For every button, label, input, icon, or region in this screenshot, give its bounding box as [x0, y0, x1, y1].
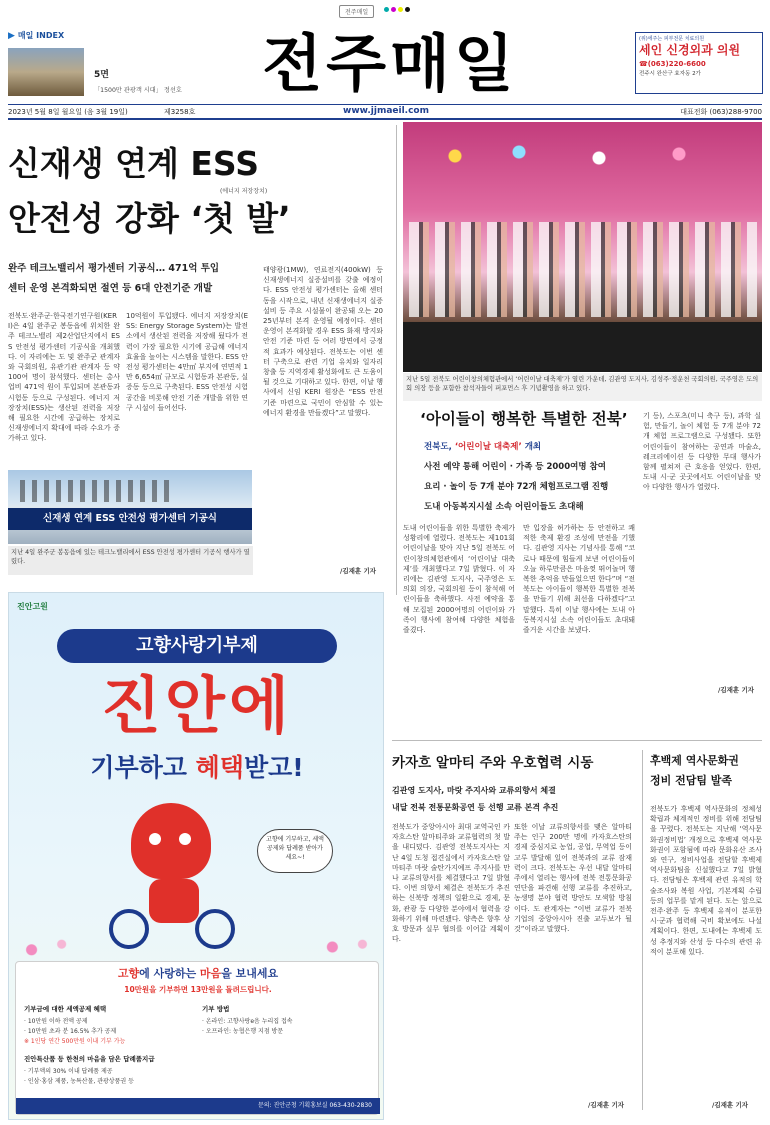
gift-item-2: · 인삼·홍삼 제품, 농특산물, 관광상품권 등: [24, 1078, 134, 1085]
hometown-donation-ad[interactable]: [8, 592, 384, 1120]
index-photo: [8, 48, 84, 96]
children-sub-3: 도내 아동복지시설 소속 어린이들도 초대해: [424, 502, 584, 512]
kazakh-sub-1: 김관영 도지사, 마랏 주지사와 교류의향서 체결: [392, 786, 556, 795]
children-col-3: 기 등), 스포츠(미니 축구 등), 과학 실험, 만들기, 놀이 체험 등 7개 분야 72개 체험 프로그램으로 구성됐다. 또한 어린이들이 참여하는 공연과 마술쇼, 레크리에이션 등 다양한 무대 행사가 함께 펼쳐져 큰 호응을 얻었다. 한편, 도내 시·군 곳곳에서도 어린이날을 맞아 다양한 행사가 열렸다.: [643, 412, 761, 492]
ad-speech-bubble: 고향에 기부하고, 세액공제와 답례품 받아가세요~!: [257, 829, 333, 873]
date-text: 2023년 5월 8일 월요일 (음 3월 19일): [8, 108, 128, 116]
photo-crowd: [409, 222, 757, 317]
arrow-icon: ▶: [8, 30, 15, 41]
banner-c: 마음: [199, 967, 222, 980]
tax-item-2: · 10만원 초과 분 16.5% 추가 공제: [24, 1028, 117, 1035]
kicker-part-a: 전북도,: [424, 442, 455, 452]
children-byline: /김재훈 기자: [718, 686, 755, 694]
children-headline: ‘아이들이 행복한 특별한 전북’: [420, 410, 628, 428]
lead-sub-2: 센터 운영 본격화되면 절연 등 6대 안전기준 개발: [8, 283, 213, 294]
top-registration-bar: [0, 0, 770, 22]
index-header: [8, 30, 218, 41]
ess-ceremony-photo: [8, 470, 252, 544]
ad-line1: (위)에주는 피부전문 치료의원: [639, 36, 705, 42]
children-photo-caption: 지난 5일 전북도 어린이창의체험관에서 ‘어린이날 대축제’가 열린 가운데, 김관영 도지사, 김성주·정운천 국회의원, 국주영은 도의회 의장 등을 포함한 참석자들이 퍼포먼스 후 기념촬영을 하고 있다.: [403, 373, 762, 401]
tax-item-3: ※ 1인당 연간 500만원 이내 기부 가능: [24, 1038, 126, 1045]
children-sub-1: 사전 예약 통해 어린이 · 가족 등 2000여명 참여: [424, 462, 606, 472]
tax-item-1: · 10만원 이하 전액 공제: [24, 1018, 88, 1025]
gift-item-1: · 기부액의 30% 이내 답례품 제공: [24, 1068, 113, 1075]
lead-headline-2: 안전성 강화 ‘첫 발’: [8, 199, 291, 238]
index-page: 5면: [94, 70, 109, 80]
ad-phone: ☎(063)220-6600: [639, 60, 706, 68]
method-heading: 기부 방법: [202, 1005, 230, 1013]
method-item-1: · 온라인: 고향사랑e음 누리집 접속: [202, 1018, 293, 1025]
ad-contact: 문의: 진안군청 기획홍보실 063-430-2830: [16, 1098, 380, 1114]
ad-title-3a: 기부하고: [90, 753, 196, 782]
ad-title-2: 진안에: [101, 669, 293, 742]
kicker-part-b: ‘어린이날 대축제’: [454, 442, 522, 452]
kazakh-byline: /김재훈 기자: [588, 1101, 625, 1109]
lead-sub-1: 완주 테크노밸리서 평가센터 기공식… 471억 투입: [8, 263, 220, 274]
top-ad-box: [635, 32, 763, 94]
banner-b: 에 사랑하는: [139, 967, 200, 980]
kicker-part-c: 개최: [521, 442, 542, 452]
lead-photo-caption: 지난 4일 완주군 봉동읍에 있는 테크노밸리에서 ESS 안전성 평가센터 기공식 행사가 열렸다.: [8, 546, 253, 575]
lead-col-2: 10억원이 투입됐다. 에너지 저장장치(ESS: Energy Storage System)는 발전소에서 생산된 전력을 저장해 뒀다가 전력이 가장 필요한 시기에 공급해 에너지 효율을 높이는 시스템을 말한다. ESS 안전성 평가센터는 4만㎡ 부지에 연면적 1만 6,654㎡ 규모로 시험동과 본관동, 실증동 등으로 구축된다. ESS 안전성 시험 공간을 비롯해 안전 기준 개발을 위한 연구 시설이 들어선다.: [126, 312, 248, 412]
children-col-2: 만 입장을 허가하는 등 안전하고 쾌적한 축제 환경 조성에 만전을 기했다. 김관영 지사는 기념사를 통해 “코로나 때문에 힘들게 보낸 어린이들이 오늘 하루만큼은 마음껏 뛰어놀며 행복한 추억을 만들었으면 한다”며 “전북도는 아이들이 행복한 특별한 전북을 만들기 위해 최선을 다하겠다”고 말했다. 특히 이날 행사에는 도내 아동복지시설 소속 어린이들도 초대돼 즐거운 시간을 보냈다.: [523, 524, 635, 635]
method-item-2: · 오프라인: 농협은행 지점 방문: [202, 1028, 284, 1035]
banner-a: 고향: [117, 967, 140, 980]
ad-banner-sub: 10만원을 기부하면 13만원을 돌려드립니다.: [124, 985, 272, 994]
divider-horizontal-mid: [392, 740, 762, 741]
banner-d: 을 보내세요: [221, 967, 279, 980]
horse-mascot: [109, 803, 239, 953]
children-sub-2: 요리 · 놀이 등 7개 분야 72개 체험프로그램 진행: [424, 482, 609, 492]
ad-banner: [16, 966, 380, 982]
divider-vertical-main: [396, 125, 397, 595]
photo-stage: [403, 322, 762, 372]
ad-name: 세인 신경외과 의원: [639, 43, 741, 57]
hubaekje-body: 전북도가 후백제 역사문화의 정체성 확립과 체계적인 정비를 위해 전담팀을 꾸렸다. 전북도는 지난해 ‘역사문화권정비법’ 개정으로 후백제 역사문화권이 포함됨에 따라 문화유산 조사와 연구, 정비사업을 전담할 후백제역사문화팀을 신설했다고 7일 밝혔다. 전담팀은 후백제 관련 유적의 학술조사와 복원 사업, 기본계획 수립 등의 업무를 맡게 된다. 도는 앞으로 전주·완주 등 후백제 유적이 분포한 시·군과 협력해 국비 확보에도 나설 계획이다. 한편, 도내에는 후백제 도성 추정지와 산성 등 다수의 관련 유적이 분포해 있다.: [650, 805, 762, 956]
kazakh-sub-2: 내달 전북 전통문화공연 등 선행 교류 본격 추진: [392, 803, 559, 812]
hubaekje-byline: /김재훈 기자: [712, 1101, 749, 1109]
lead-byline: /김재훈 기자: [340, 567, 377, 575]
lead-headline-1: 신재생 연계 ESS: [8, 144, 259, 183]
photo-sign: 신재생 연계 ESS 안전성 평가센터 기공식: [8, 508, 252, 530]
dateline-bar: [8, 104, 762, 120]
children-kicker: [424, 440, 541, 452]
ad-title-1: 고향사랑기부제: [57, 629, 337, 663]
hubaekje-sub: 정비 전담팀 발족: [650, 774, 733, 787]
ceremony-people: [20, 480, 170, 502]
kazakh-col-2: 또한 이날 교류의향서를 맺은 알마티 주는 인구 200만 명에 카자흐스탄의 경제 중심지로 농업, 공업, 무역업 등이 고루 발달해 있어 전북과의 교류 잠재력이 크다. 전북도는 우선 내달 알마티 주에서 열리는 행사에 전북 전통문화공연단을 파견해 선행 교류를 추진하고, 농생명 분야 협력 방안도 모색할 방침이다. 도 관계자는 “이번 교류가 전북 기업의 중앙아시아 진출 교두보가 될 것”이라고 말했다.: [514, 823, 632, 934]
masthead-title: 전주매일: [262, 27, 518, 100]
tax-benefit-heading: 기부금에 대한 세액공제 혜택: [24, 1005, 107, 1013]
lead-col-3: 태양광(1MW), 연료전지(400kW) 등 신재생에너지 실증설비를 갖출 예정이다. ESS 안전성 평가센터는 올해 센터동을 시작으로, 내년 신재생에너지 실증설비 등 주요 시설물이 완공돼 오는 2025년부터 본격 운영될 예정이다. 센터 운영이 본격화할 경우 ESS 화재 방지와 안전 기준 마련 등 여러 방면에서 긍정적 효과가 예상된다. 전북도는 이번 센터 구축으로 관련 기업 유치와 일자리 창출 등 지역경제 활성화에도 큰 도움이 될 것으로 기대하고 있다. 한편, 이날 행사에서 신임 KERI 원장은 “ESS 안전 기준 마련으로 국민이 안심할 수 있는 에너지 환경을 만들겠다”고 말했다.: [263, 266, 383, 417]
issue-text: 제3258호: [164, 108, 196, 116]
flower-decoration: [9, 933, 385, 961]
ad-brand-logo: 진안고원: [17, 602, 48, 611]
ad-title-3: [9, 751, 385, 785]
gift-heading: 진안특산품 등 한천의 마음을 담은 답례품지급: [24, 1055, 155, 1063]
children-col-1: 도내 어린이들을 위한 특별한 축제가 성황리에 열렸다. 전북도는 제101회 어린이날을 맞아 지난 5일 전북도 어린이창의체험관에서 ‘어린이날 대축제’를 개최했다고 7일 밝혔다. 이 자리에는 김관영 도지사, 국주영은 도의회 의장, 국회의원 등이 참석해 어린이들을 축하했다. 사전 예약을 통해 모집된 2000여명의 어린이와 가족이 행사에 참여해 다양한 체험을 즐겼다.: [403, 524, 515, 635]
index-desc: 「1500만 관광객 시대」 정선호: [94, 87, 182, 94]
lead-col-1: 전북도·완주군·한국전기연구원(KERI)은 4일 완주군 봉동읍에 위치한 완주 테크노밸리 제2산업단지에서 ESS 안전성 평가센터 기공식을 개최했다. 이 자리에는 도 및 완주군 관계자와 국회의원, 유관기관 관계자 등 약 100여 명이 참석했다. 센터는 총사업비 471억 원이 투입되며 본관동과 시험동 등으로 구성된다. 에너지 저장장치(ESS)는 생산된 전력을 저장해 필요한 시간에 공급하는 장치로 신재생에너지 확대에 따라 수요가 증가하고 있다.: [8, 312, 120, 443]
hubaekje-headline: 후백제 역사문화권: [650, 754, 739, 767]
site-url[interactable]: www.jjmaeil.com: [343, 106, 429, 116]
index-box: [8, 30, 218, 100]
photo-balloons: [423, 136, 743, 176]
tel-text: 대표전화 (063)288-9700: [680, 108, 762, 116]
ad-title-3c: 받고!: [243, 753, 304, 782]
index-label: 매일 INDEX: [17, 31, 65, 40]
cmyk-marks: [384, 7, 414, 13]
ad-info-panel: [15, 961, 379, 1115]
ad-addr: 전주시 완산구 효자동 2가: [639, 71, 701, 77]
ad-title-3b: 혜택: [195, 753, 244, 782]
kazakh-col-1: 전북도가 중앙아시아 최대 교역국인 카자흐스탄 알마티주와 교류협력의 첫 발을 내디뎠다. 김관영 전북도지사는 지난 4일 도청 접견실에서 카자흐스탄 알마티주 마랏 술탄가지예프 주지사를 만나 교류의향서를 체결했다고 7일 밝혔다. 이번 의향서 체결은 전북도가 추진하는 신북방 정책의 일환으로 경제, 문화, 관광 등 다양한 분야에서 협력을 강화하기 위해 마련됐다. 양측은 향후 상호 방문과 실무 협의를 이어갈 계획이다.: [392, 823, 510, 944]
top-bar-label: 전주매일: [339, 5, 374, 18]
divider-vertical-bottom: [642, 750, 643, 1110]
childrens-day-photo: [403, 122, 762, 372]
kazakh-headline: 카자흐 알마티 주와 우호협력 시동: [392, 755, 594, 771]
lead-note: (에너지 저장장치): [220, 188, 268, 195]
